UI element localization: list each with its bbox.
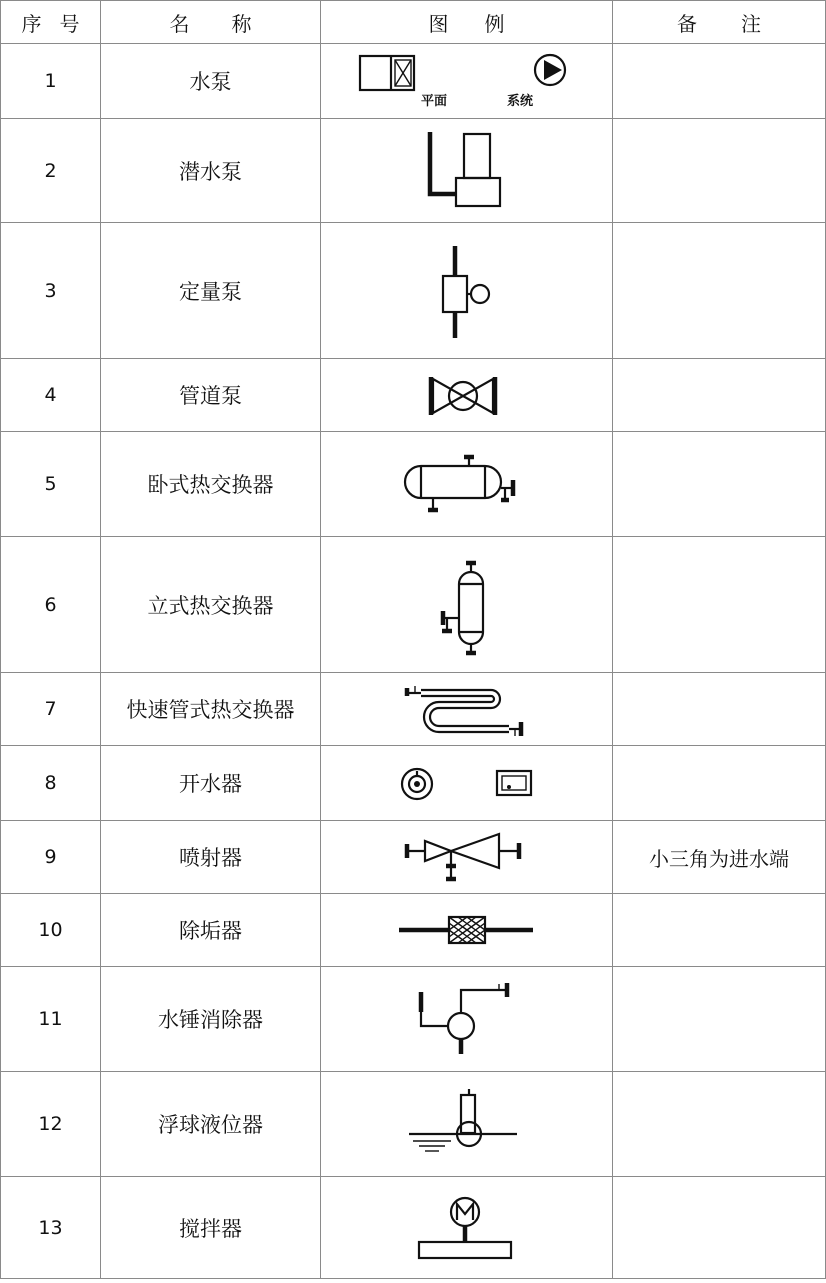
table-row [1, 44, 826, 119]
row-number: 11 [1, 967, 101, 1072]
row-name: 浮球液位器 [101, 1072, 321, 1177]
row-note [613, 746, 826, 821]
submersible-pump-icon [321, 120, 613, 222]
row-note [613, 44, 826, 119]
row-number: 13 [1, 1177, 101, 1279]
row-icon-cell [321, 746, 613, 821]
table-row [1, 1072, 826, 1177]
row-number: 12 [1, 1072, 101, 1177]
row-note [613, 432, 826, 537]
row-note: 小三角为进水端 [613, 821, 826, 894]
table-row [1, 967, 826, 1072]
row-icon-cell [321, 432, 613, 537]
row-name: 开水器 [101, 746, 321, 821]
agitator-icon [321, 1178, 613, 1278]
tube-heat-exchanger-icon [321, 674, 613, 745]
row-note [613, 673, 826, 746]
descaler-icon [321, 895, 613, 966]
table-row [1, 673, 826, 746]
row-number: 2 [1, 119, 101, 223]
vertical-heat-exchanger-icon [321, 538, 613, 672]
row-name: 管道泵 [101, 359, 321, 432]
pump-icon [321, 45, 613, 118]
header-name: 名 称 [101, 1, 321, 44]
row-name: 除垢器 [101, 894, 321, 967]
row-number: 8 [1, 746, 101, 821]
row-icon-cell [321, 894, 613, 967]
row-icon-cell [321, 821, 613, 894]
table-row [1, 894, 826, 967]
horizontal-heat-exchanger-icon [321, 433, 613, 536]
row-icon-cell [321, 44, 613, 119]
row-note [613, 223, 826, 359]
row-note [613, 967, 826, 1072]
row-icon-cell [321, 1072, 613, 1177]
row-note [613, 894, 826, 967]
row-name: 水锤消除器 [101, 967, 321, 1072]
row-icon-cell [321, 967, 613, 1072]
row-name: 水泵 [101, 44, 321, 119]
table-row [1, 537, 826, 673]
water-boiler-icon [321, 747, 613, 820]
pipeline-pump-icon [321, 360, 613, 431]
row-number: 6 [1, 537, 101, 673]
system-label: 系统 [507, 93, 534, 109]
row-note [613, 359, 826, 432]
row-name: 立式热交换器 [101, 537, 321, 673]
row-icon-cell [321, 1177, 613, 1279]
table-row [1, 359, 826, 432]
row-number: 7 [1, 673, 101, 746]
metering-pump-icon [321, 224, 613, 358]
row-number: 5 [1, 432, 101, 537]
row-note [613, 1177, 826, 1279]
row-icon-cell [321, 673, 613, 746]
plan-label: 平面 [421, 93, 448, 109]
row-number: 10 [1, 894, 101, 967]
table-row [1, 746, 826, 821]
ejector-icon [321, 822, 613, 893]
row-name: 快速管式热交换器 [101, 673, 321, 746]
row-note [613, 119, 826, 223]
header-note: 备 注 [613, 1, 826, 44]
row-number: 4 [1, 359, 101, 432]
water-hammer-arrester-icon [321, 968, 613, 1071]
row-name: 卧式热交换器 [101, 432, 321, 537]
row-number: 1 [1, 44, 101, 119]
table-row [1, 119, 826, 223]
row-note [613, 1072, 826, 1177]
row-note [613, 537, 826, 673]
row-icon-cell [321, 537, 613, 673]
row-name: 喷射器 [101, 821, 321, 894]
header-number: 序 号 [1, 1, 101, 44]
header-row [1, 1, 826, 44]
float-level-icon [321, 1073, 613, 1176]
row-number: 3 [1, 223, 101, 359]
header-legend: 图 例 [321, 1, 613, 44]
row-icon-cell [321, 359, 613, 432]
row-number: 9 [1, 821, 101, 894]
row-icon-cell [321, 223, 613, 359]
table-row [1, 223, 826, 359]
row-name: 潜水泵 [101, 119, 321, 223]
row-name: 定量泵 [101, 223, 321, 359]
row-icon-cell [321, 119, 613, 223]
table-row [1, 821, 826, 894]
table-row [1, 1177, 826, 1279]
table-row [1, 432, 826, 537]
row-name: 搅拌器 [101, 1177, 321, 1279]
